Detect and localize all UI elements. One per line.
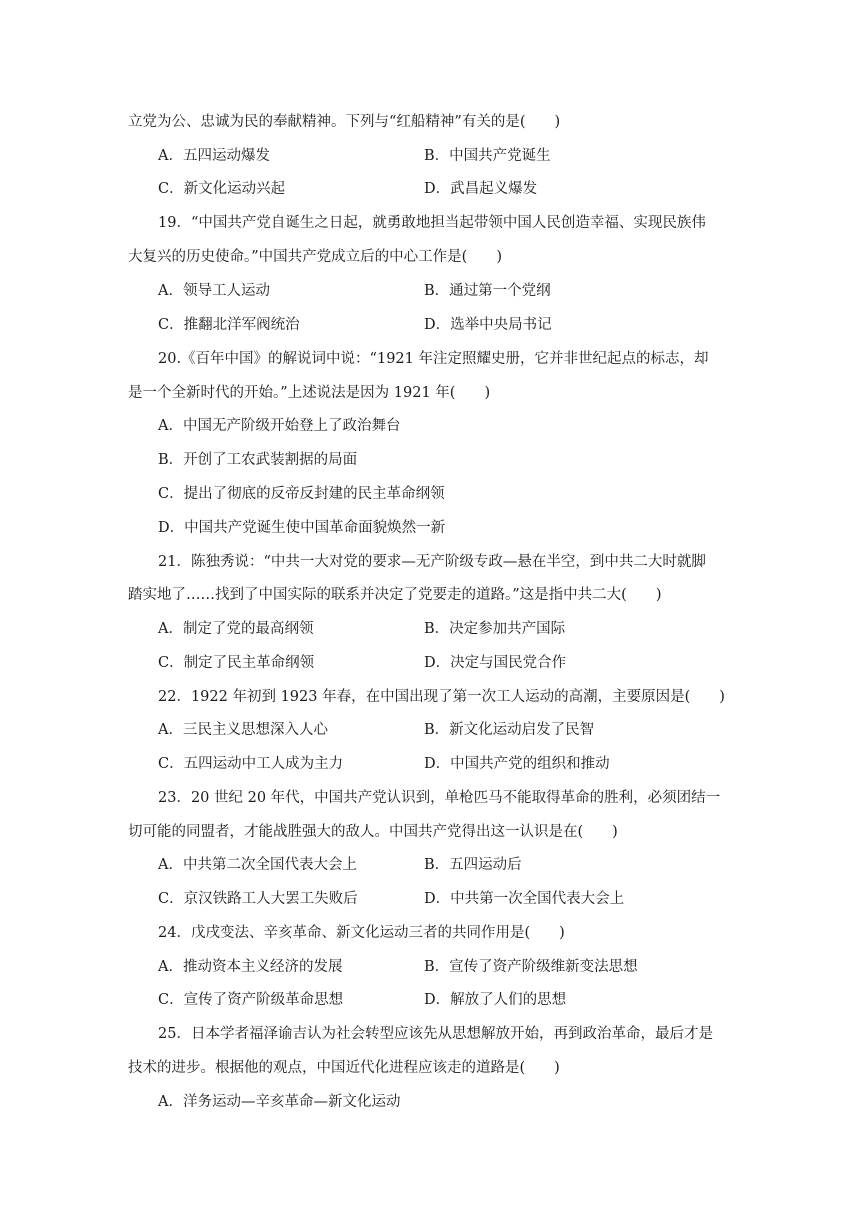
q23-stem-line2: 切可能的同盟者，才能战胜强大的敌人。中国共产党得出这一认识是在( ) — [128, 824, 618, 840]
q20-option-a: A．中国无产阶级开始登上了政治舞台 — [158, 418, 401, 434]
q21-option-c: C．制定了民主革命纲领 — [158, 655, 315, 671]
q19-option-c: C．推翻北洋军阀统治 — [158, 317, 300, 333]
q24-option-c: C．宣传了资产阶级革命思想 — [158, 992, 344, 1008]
q20-stem-line2: 是一个全新时代的开始。”上述说法是因为 1921 年( ) — [128, 385, 491, 401]
q19-stem-line1: 19．“中国共产党自诞生之日起，就勇敢地担当起带领中国人民创造幸福、实现民族伟 — [158, 215, 706, 231]
q23-stem-line1: 23．20 世纪 20 年代，中国共产党认识到，单枪匹马不能取得革命的胜利，必须团结一 — [158, 790, 721, 806]
q18-option-b: B．中国共产党诞生 — [424, 148, 551, 164]
q24-option-d: D．解放了人们的思想 — [424, 992, 567, 1008]
q23-option-c: C．京汉铁路工人大罢工失败后 — [158, 891, 358, 907]
q19-option-b: B．通过第一个党纲 — [424, 283, 551, 299]
q19-option-a: A．领导工人运动 — [158, 283, 270, 299]
q22-option-d: D．中国共产党的组织和推动 — [424, 756, 610, 772]
q24-option-b: B．宣传了资产阶级维新变法思想 — [424, 959, 638, 975]
q18-option-a: A．五四运动爆发 — [158, 148, 270, 164]
q19-stem-line2: 大复兴的历史使命。”中国共产党成立后的中心工作是( ) — [128, 249, 502, 265]
q20-option-b: B．开创了工农武装割据的局面 — [158, 452, 358, 468]
q21-option-d: D．决定与国民党合作 — [424, 655, 567, 671]
q24-stem-line1: 24．戊戌变法、辛亥革命、新文化运动三者的共同作用是( ) — [158, 925, 565, 941]
q25-stem-line2: 技术的进步。根据他的观点，中国近代化进程应该走的道路是( ) — [128, 1060, 560, 1076]
q18-stem-continuation: 立党为公、忠诚为民的奉献精神。下列与“红船精神”有关的是( ) — [128, 114, 561, 130]
q18-option-d: D．武昌起义爆发 — [424, 181, 538, 197]
q22-option-c: C．五四运动中工人成为主力 — [158, 756, 344, 772]
q23-option-a: A．中共第二次全国代表大会上 — [158, 857, 357, 873]
q21-option-b: B．决定参加共产国际 — [424, 621, 566, 637]
q23-option-b: B．五四运动后 — [424, 857, 522, 873]
q21-stem-line1: 21．陈独秀说：“中共一大对党的要求—无产阶级专政—悬在半空，到中共二大时就脚 — [158, 554, 706, 570]
q24-option-a: A．推动资本主义经济的发展 — [158, 959, 343, 975]
q23-option-d: D．中共第一次全国代表大会上 — [424, 891, 625, 907]
q25-option-a: A．洋务运动—辛亥革命—新文化运动 — [158, 1094, 401, 1110]
q22-option-a: A．三民主义思想深入人心 — [158, 722, 328, 738]
q21-option-a: A．制定了党的最高纲领 — [158, 621, 314, 637]
q25-stem-line1: 25．日本学者福泽谕吉认为社会转型应该先从思想解放开始，再到政治革命，最后才是 — [158, 1026, 713, 1042]
q18-option-c: C．新文化运动兴起 — [158, 181, 286, 197]
q20-option-c: C．提出了彻底的反帝反封建的民主革命纲领 — [158, 486, 445, 502]
q22-option-b: B．新文化运动启发了民智 — [424, 722, 595, 738]
q19-option-d: D．选举中央局书记 — [424, 317, 552, 333]
q20-option-d: D．中国共产党诞生使中国革命面貌焕然一新 — [158, 520, 446, 536]
q22-stem-line1: 22．1922 年初到 1923 年春，在中国出现了第一次工人运动的高潮，主要原因是( ) — [158, 689, 725, 705]
q20-stem-line1: 20.《百年中国》的解说词中说：“1921 年注定照耀史册，它并非世纪起点的标志，却 — [158, 351, 709, 367]
q21-stem-line2: 踏实地了……找到了中国实际的联系并决定了党要走的道路。”这是指中共二大( ) — [128, 587, 662, 603]
